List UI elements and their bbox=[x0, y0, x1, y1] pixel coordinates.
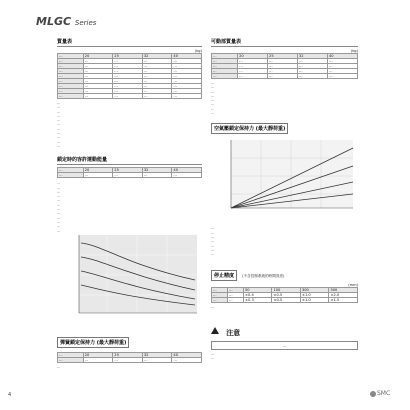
table-cell: … bbox=[113, 173, 143, 178]
note-line: … bbox=[211, 230, 215, 235]
table-cell: … bbox=[298, 69, 328, 74]
table-cell: … bbox=[238, 59, 268, 64]
smc-logo-text: SMC bbox=[377, 390, 391, 397]
left-column bbox=[57, 38, 202, 369]
air-lock-chart bbox=[211, 138, 358, 218]
note-line: … bbox=[57, 215, 61, 220]
note-line: … bbox=[211, 226, 215, 231]
table-cell: … bbox=[327, 64, 357, 69]
table-header-cell: … bbox=[212, 54, 238, 59]
movable-notes bbox=[211, 81, 358, 115]
mass-unit: (kg) bbox=[194, 49, 202, 53]
table-cell: … bbox=[113, 89, 143, 94]
table-cell: … bbox=[142, 84, 172, 89]
note-line: … bbox=[57, 219, 61, 224]
note-line: … bbox=[211, 85, 215, 90]
table-cell: … bbox=[172, 79, 202, 84]
table-cell: … bbox=[113, 79, 143, 84]
table-cell: … bbox=[327, 74, 357, 79]
table-header-cell: 20 bbox=[238, 54, 268, 59]
table-row bbox=[58, 94, 202, 99]
table-cell: … bbox=[83, 357, 113, 362]
smc-logo bbox=[370, 390, 390, 397]
table-cell: … bbox=[83, 94, 113, 99]
table-cell: … bbox=[113, 357, 143, 362]
note-line: … bbox=[211, 89, 215, 94]
note-line: … bbox=[211, 98, 215, 103]
table-cell: … bbox=[58, 64, 84, 69]
table-cell: … bbox=[142, 69, 172, 74]
movable-title: 可動部質量表 bbox=[211, 38, 358, 47]
table-cell: … bbox=[298, 59, 328, 64]
table-cell: … bbox=[327, 59, 357, 64]
table-cell: … bbox=[142, 79, 172, 84]
note-line: … bbox=[57, 207, 61, 212]
table-header-cell: 32 bbox=[142, 54, 172, 59]
table-cell: … bbox=[268, 59, 298, 64]
table-cell: … bbox=[113, 64, 143, 69]
caution-lines bbox=[211, 352, 358, 361]
table-header-cell: 50 bbox=[244, 288, 272, 293]
stop-note: … bbox=[211, 305, 215, 310]
note-line: … bbox=[57, 126, 61, 131]
table-cell: … bbox=[83, 59, 113, 64]
air-title: 空氣壓鎖定保持力 (最大靜荷重) bbox=[211, 123, 288, 134]
table-cell: … bbox=[327, 69, 357, 74]
table-header-cell: 32 bbox=[298, 54, 328, 59]
smc-logo-icon bbox=[370, 391, 376, 397]
table-cell: … bbox=[58, 79, 84, 84]
table-cell: … bbox=[172, 69, 202, 74]
table-cell: … bbox=[58, 59, 84, 64]
table-header-cell: … bbox=[212, 288, 228, 293]
series-title bbox=[36, 15, 96, 28]
table-cell: … bbox=[212, 298, 228, 303]
spring-title: 彈簧鎖定保持力 (最大靜荷重) bbox=[57, 337, 129, 348]
table-cell: … bbox=[142, 94, 172, 99]
table-header-cell: 32 bbox=[142, 168, 172, 173]
table-cell: … bbox=[298, 74, 328, 79]
note-line: … bbox=[211, 81, 215, 85]
note-line: … bbox=[211, 239, 215, 244]
table-header-cell: 40 bbox=[172, 352, 202, 357]
table-cell: … bbox=[238, 74, 268, 79]
caution-sub: … bbox=[211, 341, 358, 350]
table-cell: … bbox=[83, 79, 113, 84]
table-header-cell: … bbox=[58, 352, 84, 357]
mass-title: 質量表 bbox=[57, 38, 202, 47]
note-line: … bbox=[57, 194, 61, 199]
table-cell: … bbox=[172, 59, 202, 64]
lock-notes bbox=[57, 181, 202, 233]
table-cell: … bbox=[113, 59, 143, 64]
table-cell: … bbox=[142, 357, 172, 362]
caution-header bbox=[211, 320, 358, 339]
table-header-cell: 25 bbox=[113, 54, 143, 59]
stop-table bbox=[211, 287, 358, 303]
table-cell: … bbox=[113, 84, 143, 89]
table-cell: … bbox=[83, 173, 113, 178]
note-line: … bbox=[57, 143, 61, 148]
table-header-cell: 40 bbox=[172, 54, 202, 59]
note-line: … bbox=[57, 198, 61, 203]
table-cell: ±0.5 bbox=[272, 293, 300, 298]
table-header-cell: 40 bbox=[172, 168, 202, 173]
table-cell: … bbox=[142, 173, 172, 178]
chart-shade bbox=[79, 235, 197, 313]
warning-icon bbox=[211, 327, 219, 334]
table-header-cell: … bbox=[58, 54, 84, 59]
note-line: … bbox=[57, 131, 61, 136]
table-cell: … bbox=[142, 59, 172, 64]
note-line: … bbox=[211, 247, 215, 252]
movable-unit: (kg) bbox=[350, 49, 358, 53]
table-cell: … bbox=[83, 69, 113, 74]
table-cell: … bbox=[113, 94, 143, 99]
series-small: Series bbox=[74, 19, 97, 27]
note-line: … bbox=[211, 102, 215, 107]
note-line: … bbox=[211, 106, 215, 111]
note-line: … bbox=[211, 351, 215, 356]
lock-title: 鎖定時的容許運動能量 bbox=[57, 156, 202, 165]
table-cell: … bbox=[113, 69, 143, 74]
table-cell: ±0.3 bbox=[244, 298, 272, 303]
table-cell: … bbox=[172, 89, 202, 94]
table-cell: ±0.5 bbox=[272, 298, 300, 303]
stop-header bbox=[211, 262, 358, 283]
table-row bbox=[212, 298, 358, 303]
note-line: … bbox=[57, 135, 61, 140]
table-cell: … bbox=[142, 64, 172, 69]
table-header-cell: 20 bbox=[83, 54, 113, 59]
note-line: … bbox=[57, 139, 61, 144]
note-line: … bbox=[57, 181, 61, 186]
note-line: … bbox=[211, 111, 215, 116]
table-cell: … bbox=[212, 293, 228, 298]
note-line: … bbox=[57, 224, 61, 229]
note-line: … bbox=[57, 101, 61, 105]
table-cell: … bbox=[83, 64, 113, 69]
table-cell: … bbox=[172, 173, 202, 178]
series-main: MLGC bbox=[36, 15, 72, 28]
note-line: … bbox=[211, 243, 215, 248]
note-line: … bbox=[57, 113, 61, 118]
table-cell: … bbox=[212, 59, 238, 64]
table-cell: … bbox=[228, 298, 244, 303]
kinetic-energy-chart bbox=[57, 235, 202, 325]
table-cell: ±0.4 bbox=[244, 293, 272, 298]
table-cell: … bbox=[58, 357, 84, 362]
table-header-cell: … bbox=[228, 288, 244, 293]
table-cell: … bbox=[83, 84, 113, 89]
table-cell: … bbox=[58, 69, 84, 74]
spring-note: … bbox=[57, 364, 61, 369]
table-cell: … bbox=[268, 69, 298, 74]
table-cell: … bbox=[228, 293, 244, 298]
table-cell: ±1.0 bbox=[300, 298, 328, 303]
table-cell: … bbox=[172, 357, 202, 362]
table-header-cell: 500 bbox=[329, 288, 358, 293]
air-chart-bg bbox=[231, 140, 353, 208]
table-header-cell: … bbox=[58, 168, 84, 173]
table-header-cell: 25 bbox=[113, 352, 143, 357]
table-cell: … bbox=[83, 74, 113, 79]
spring-table bbox=[57, 352, 202, 363]
table-cell: … bbox=[58, 94, 84, 99]
table-cell: … bbox=[58, 74, 84, 79]
table-cell: … bbox=[142, 74, 172, 79]
table-cell: … bbox=[268, 74, 298, 79]
note-line: … bbox=[57, 185, 61, 190]
note-line: … bbox=[57, 202, 61, 207]
note-line: … bbox=[57, 105, 61, 110]
note-line: … bbox=[211, 234, 215, 239]
air-notes bbox=[211, 226, 358, 256]
table-cell: … bbox=[298, 64, 328, 69]
table-cell: … bbox=[238, 64, 268, 69]
stop-unit: (mm) bbox=[348, 283, 358, 288]
table-header-cell: 25 bbox=[268, 54, 298, 59]
lock-table bbox=[57, 167, 202, 178]
table-cell: … bbox=[238, 69, 268, 74]
caution-box bbox=[211, 320, 358, 361]
table-row bbox=[58, 173, 202, 178]
table-cell: … bbox=[113, 74, 143, 79]
mass-notes bbox=[57, 101, 202, 148]
table-cell: … bbox=[83, 89, 113, 94]
right-column bbox=[211, 38, 358, 360]
table-header-cell: 300 bbox=[300, 288, 328, 293]
table-header-cell: 25 bbox=[113, 168, 143, 173]
table-header-cell: 100 bbox=[272, 288, 300, 293]
note-line: … bbox=[57, 211, 61, 216]
table-cell: … bbox=[58, 89, 84, 94]
table-cell: … bbox=[268, 64, 298, 69]
table-cell: … bbox=[172, 84, 202, 89]
note-line: … bbox=[57, 228, 61, 233]
table-row bbox=[212, 74, 358, 79]
caution-heading: 注意 bbox=[226, 328, 241, 337]
stop-title: 停止精度 bbox=[211, 270, 237, 281]
stop-sub: (不含控制系統的時間誤差) bbox=[242, 274, 285, 279]
note-line: … bbox=[57, 118, 61, 123]
note-line: … bbox=[211, 252, 215, 257]
note-line: … bbox=[57, 109, 61, 114]
page-header bbox=[36, 10, 396, 28]
table-header-cell: 40 bbox=[327, 54, 357, 59]
table-row bbox=[58, 357, 202, 362]
table-cell: … bbox=[172, 64, 202, 69]
table-cell: … bbox=[212, 69, 238, 74]
note-line: … bbox=[57, 122, 61, 127]
table-cell: … bbox=[212, 64, 238, 69]
table-cell: … bbox=[172, 94, 202, 99]
table-header-cell: 32 bbox=[142, 352, 172, 357]
table-cell: … bbox=[212, 74, 238, 79]
table-cell: ±1.0 bbox=[300, 293, 328, 298]
table-cell: … bbox=[142, 89, 172, 94]
movable-table bbox=[211, 53, 358, 79]
table-header-cell: 20 bbox=[83, 168, 113, 173]
table-cell: … bbox=[172, 74, 202, 79]
page-number: 4 bbox=[8, 392, 12, 398]
table-cell: ±1.5 bbox=[329, 298, 358, 303]
table-header-cell: 20 bbox=[83, 352, 113, 357]
table-cell: ±2.0 bbox=[329, 293, 358, 298]
note-line: … bbox=[211, 93, 215, 98]
table-cell: … bbox=[58, 173, 84, 178]
note-line: … bbox=[211, 356, 215, 361]
note-line: … bbox=[57, 189, 61, 194]
table-cell: … bbox=[58, 84, 84, 89]
mass-table bbox=[57, 53, 202, 99]
